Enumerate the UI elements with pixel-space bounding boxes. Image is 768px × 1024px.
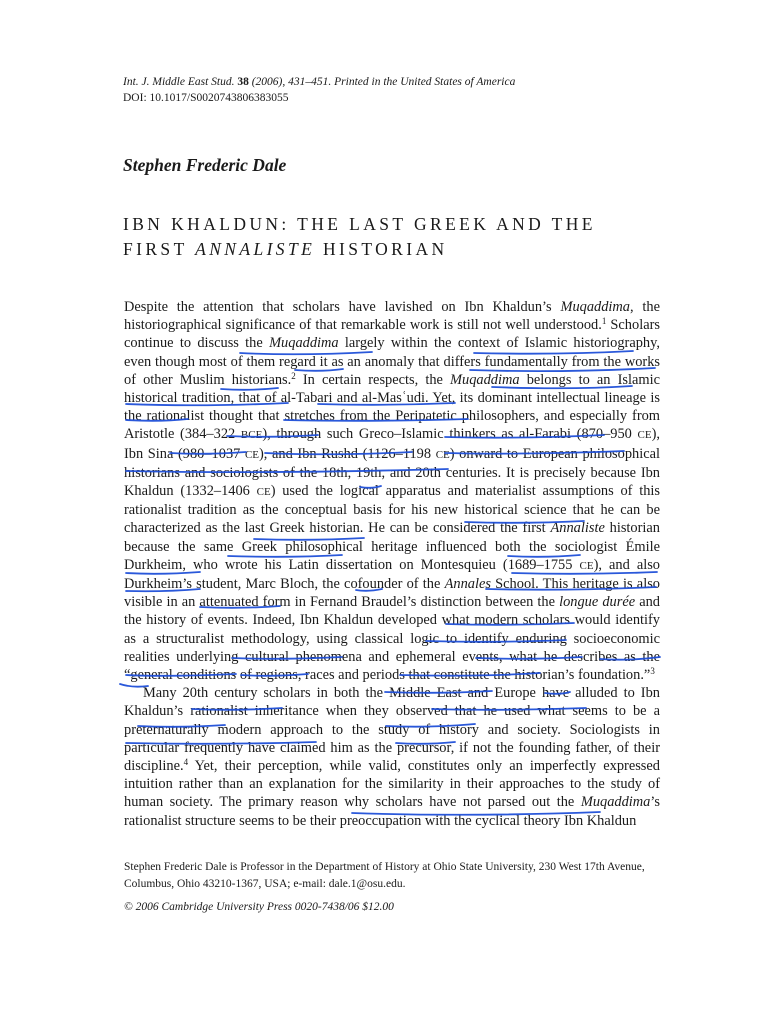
paragraph-2: Many 20th century scholars in both the Middle East and Europe have alluded to Ibn Khaldun’s rationalist inheritance when they observed that he used what seems to be a preternaturally modern approach to the study of history and society. Sociologists in particular frequently have claimed him as the precursor, if not the founding father, of their discipline.$^4$ Yet, their perception, while valid, constitutes only an imperfectly expressed intuition rather than an explanation for the similarity in their approaches to the study of human society. The primary reason why scholars have not parsed out the Muqaddima’s rationalist structure seems to be their preoccupation with the cyclical theory Ibn Khaldun bbox=[124, 685, 660, 829]
footnote-ref: 3 bbox=[650, 666, 655, 677]
copyright-line: © 2006 Cambridge University Press 0020-7438/06 $12.00 bbox=[124, 901, 394, 913]
paragraph-1: Despite the attention that scholars have lavished on Ibn Khaldun’s Muqaddima, the historiographical significance of that remarkable work is still not well understood.$^1$ Scholars continue to discuss the Muqaddima largely within the context of Islamic historiography, even though most of them regard it as an anomaly that differs fundamentally from the works of other Muslim historians.$^2$ In certain respects, the Muqaddima belongs to an Islamic historical tradition, that of al-Tabari and al-Masʿudi. Yet, its dominant intellectual lineage is the rationalist thought that stretches from the Peripatetic philosophers, and especially from Aristotle (384–322 BCE), through such Greco–Islamic thinkers as al-Farabi (870–950 CE), Ibn Sina (980–1037 CE), and Ibn Rushd (1126–1198 CE) onward to European philosophical historians and sociologists of the 18th, 19th, and 20th centuries. It is precisely because Ibn Khaldun (1332–1406 CE) used the logical apparatus and materialist assumptions of this rationalist tradition as the conceptual basis for his new historical science that he can be characterized as the last Greek historian. He can be considered the first Annaliste historian because the same Greek philosophical heritage influenced both the sociologist Émile Durkheim, who wrote his Latin dissertation on Montesquieu (1689–1755 CE), and also Durkheim’s student, Marc Bloch, the cofounder of the Annales School. This heritage is also visible in an attenuated form in Fernand Braudel’s distinction between the longue durée and the history of events. Indeed, Ibn Khaldun developed what modern scholars would identify as a structuralist methodology, using classical logic to identify enduring socioeconomic realities underlying cultural phenomena and ephemeral events, what he describes as the “general conditions of regions, races and periods that constitute the historian’s foundation.”$^3$ bbox=[124, 299, 661, 684]
journal-doi: DOI: 10.1017/S0020743806383055 bbox=[123, 92, 289, 104]
footnote-ref: 1 bbox=[601, 316, 607, 327]
title-line-1: IBN KHALDUN: THE LAST GREEK AND THE bbox=[123, 214, 596, 234]
footnote-ref: 2 bbox=[291, 370, 296, 381]
journal-citation: Int. J. Middle East Stud. 38 (2006), 431–451. Printed in the United States of America bbox=[123, 76, 516, 88]
author-name: Stephen Frederic Dale bbox=[123, 155, 287, 175]
journal-header bbox=[123, 74, 515, 106]
article-body bbox=[124, 298, 660, 830]
title-line-2: FIRST ANNALISTE HISTORIAN bbox=[123, 239, 448, 259]
footnote-ref: 4 bbox=[183, 757, 189, 768]
article-title bbox=[123, 212, 596, 262]
author-affiliation-note: Stephen Frederic Dale is Professor in the Department of History at Ohio State University, 230 West 17th Avenue, Columbus, Ohio 43210-1367, USA; e-mail: dale.1@osu.edu. bbox=[124, 861, 645, 890]
